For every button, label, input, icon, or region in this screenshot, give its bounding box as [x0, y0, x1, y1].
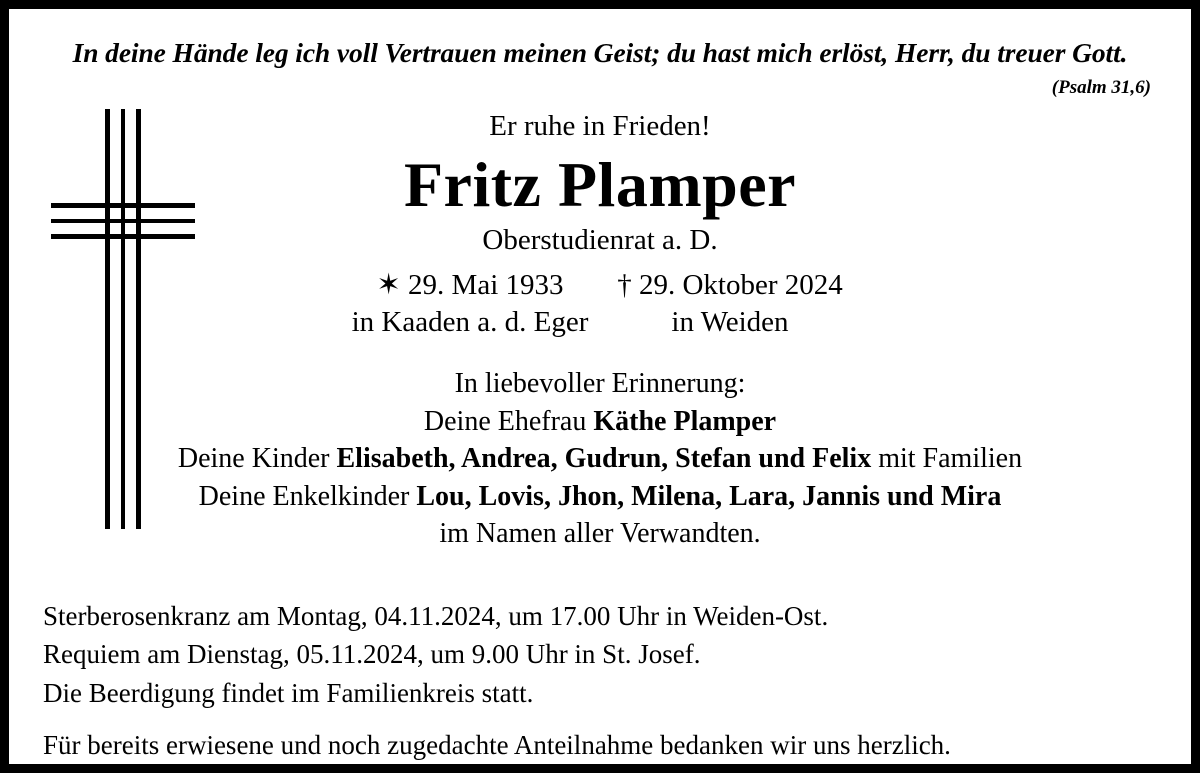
spouse-prefix: Deine Ehefrau	[423, 405, 594, 437]
deceased-name: Fritz Plamper	[403, 148, 797, 220]
children-prefix: Deine Kinder	[177, 443, 337, 475]
notice-inner	[9, 9, 1191, 764]
family-block	[43, 365, 1157, 553]
services-block	[43, 597, 1157, 764]
family-spouse-line	[43, 403, 1157, 441]
death-cross-icon: †	[617, 269, 632, 302]
cross-icon	[43, 109, 203, 539]
family-children-line	[43, 440, 1157, 478]
burial-line: Die Beerdigung findet im Familienkreis statt.	[43, 677, 534, 708]
psalm-verse: In deine Hände leg ich voll Vertrauen meinen Geist; du hast mich erlöst, Herr, du treuer Gott.	[72, 37, 1128, 68]
life-dates	[43, 267, 1157, 341]
psalm-reference: (Psalm 31,6)	[1051, 76, 1151, 98]
cross-vertical-centerline	[121, 109, 125, 529]
memorial-block	[43, 111, 1157, 342]
birth-info	[340, 267, 600, 341]
thanks-line: Für bereits erwiesene und noch zugedachte Anteilnahme bedanken wir uns herzlich.	[43, 729, 951, 760]
rest-in-peace-text: Er ruhe in Frieden!	[489, 109, 711, 142]
family-intro: In liebevoller Erinnerung:	[454, 368, 746, 400]
family-grandchildren-line	[43, 478, 1157, 516]
spouse-name: Käthe Plamper	[593, 405, 777, 437]
death-place: in Weiden	[671, 306, 789, 339]
birth-place: in Kaaden a. d. Eger	[351, 306, 589, 339]
children-suffix: mit Familien	[871, 443, 1023, 475]
children-names: Elisabeth, Andrea, Gudrun, Stefan und Felix	[336, 443, 872, 475]
family-closing: im Namen aller Verwandten.	[439, 518, 761, 550]
deceased-title: Oberstudienrat a. D.	[482, 223, 718, 256]
requiem-line: Requiem am Dienstag, 05.11.2024, um 9.00 Uhr in St. Josef.	[43, 639, 701, 670]
grandchildren-names: Lou, Lovis, Jhon, Milena, Lara, Jannis und Mira	[416, 480, 1002, 512]
grandchildren-prefix: Deine Enkelkinder	[198, 480, 417, 512]
birth-date: 29. Mai 1933	[408, 269, 564, 302]
birth-star-icon: ✶	[376, 269, 401, 302]
death-date: 29. Oktober 2024	[638, 269, 843, 302]
cross-horizontal-centerline	[51, 219, 195, 223]
services-spacer	[43, 712, 1157, 726]
death-info	[600, 267, 860, 341]
rosary-line: Sterberosenkranz am Montag, 04.11.2024, um 17.00 Uhr in Weiden-Ost.	[43, 601, 829, 631]
